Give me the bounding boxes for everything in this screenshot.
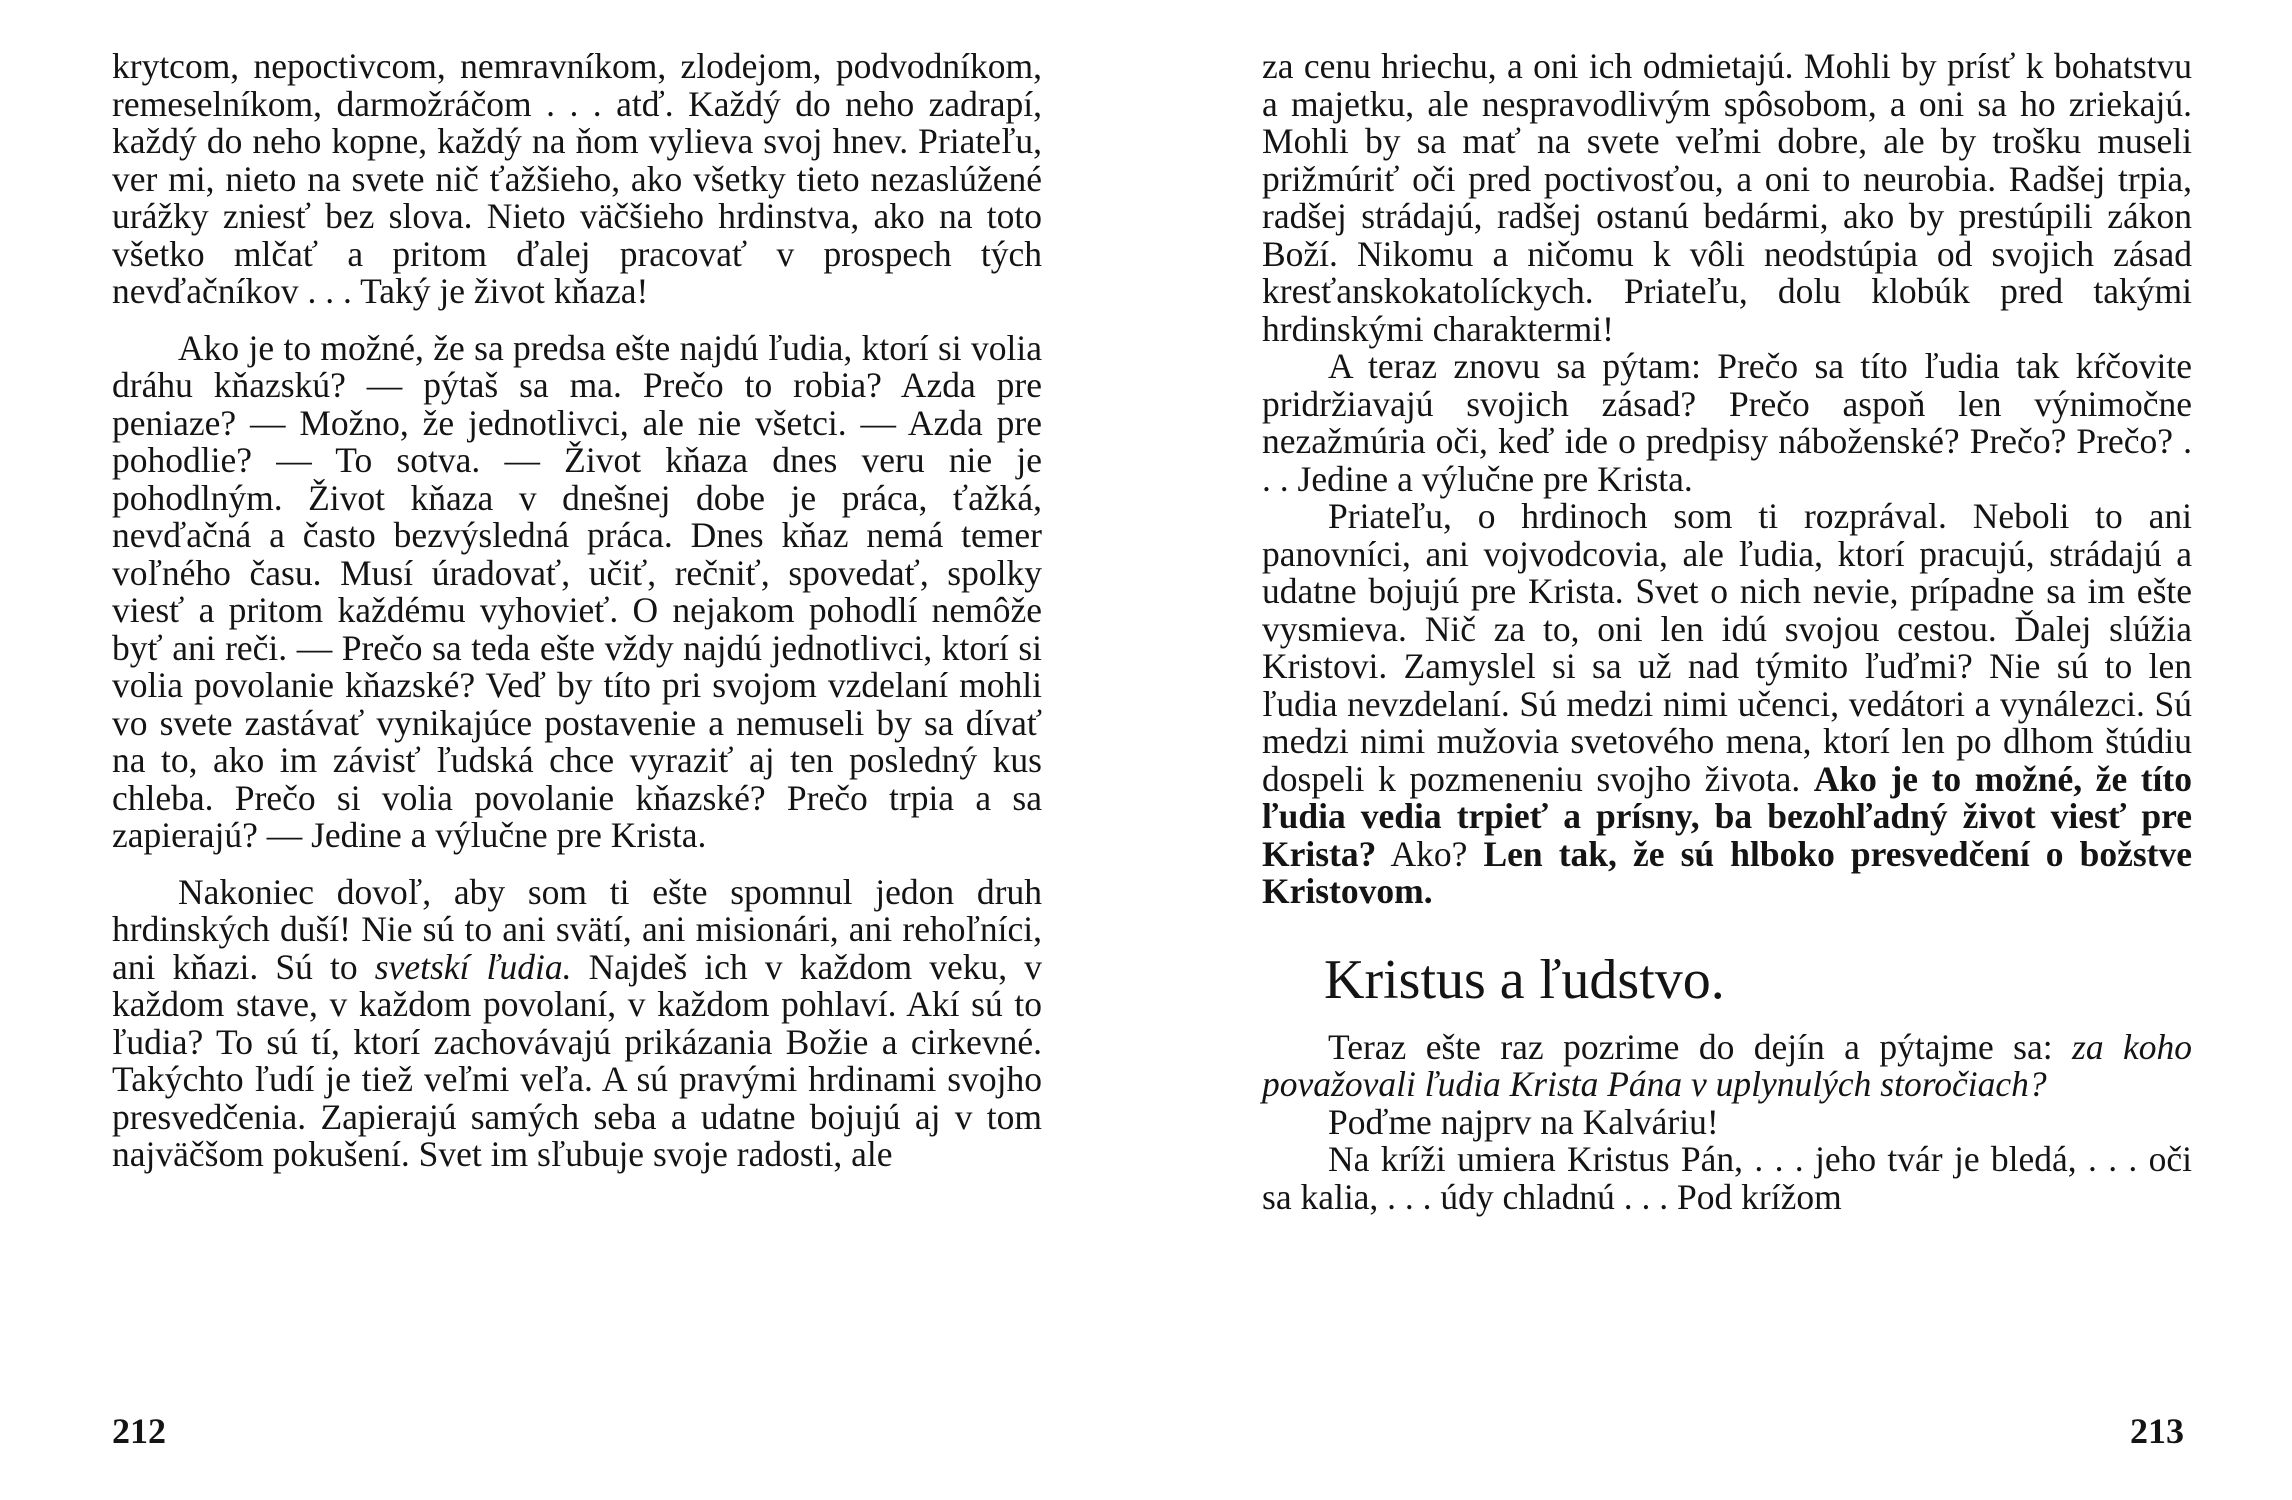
italic-phrase: svetskí ľudia. [374,946,572,987]
right-page [1262,48,2192,1216]
left-paragraph-3: Nakoniec dovoľ, aby som ti ešte spomnul jedon druh hrdinských duší! Nie sú to ani svätí, ani misionári, ani rehoľníci, ani kňazi. Sú to svetskí ľudia. Najdeš ich v každom veku, v každom stave, v každom povolaní, v každom pohlaví. Akí sú to ľudia? To sú tí, ktorí zachovávajú prikázania Božie a cirkevné. Takýchto ľudí je tiež veľmi veľa. A sú pravými hrdinami svojho presvedčenia. Zapierajú samých seba a udatne bojujú aj v tom najväčšom pokušení. Svet im sľubuje svoje radosti, ale [112,871,1042,1174]
bold-phrase: Len tak, že sú hlboko presvedčení o božstve Kristovom. [1262,833,2192,911]
right-paragraph-6: Na kríži umiera Kristus Pán, . . . jeho tvár je bledá, . . . oči sa kalia, . . . údy chladnú . . . Pod krížom [1262,1139,2192,1217]
right-paragraph-3: Priateľu, o hrdinoch som ti rozprával. Neboli to ani panovníci, ani vojvodcovia, ale ľudia, ktorí pracujú, strádajú a udatne bojujú pre Krista. Svet o nich nevie, prípadne sa im ešte vysmieva. Nič za to, oni len idú svojou cestou. Ďalej slúžia Kristovi. Zamyslel si sa už nad týmito ľuďmi? Nie sú to len ľudia nevzdelaní. Sú medzi nimi učenci, vedátori a vynálezci. Sú medzi nimi mužovia svetového mena, ktorí len po dlhom štúdiu dospeli k pozmeneniu svojho života. Ako je to možné, že títo ľudia vedia trpieť a prísny, ba bezohľadný život viesť pre Krista? Ako? Len tak, že sú hlboko presvedčení o božstve Kristovom. [1262,496,2192,911]
right-paragraph-4: Teraz ešte raz pozrime do dejín a pýtajme sa: za koho považovali ľudia Krista Pána v uplynulých storočiach? [1262,1026,2192,1104]
left-page [112,48,1042,1174]
left-paragraph-1: krytcom, nepoctivcom, nemravníkom, zlodejom, podvodníkom, remeselníkom, darmožráčom . . . atď. Každý do neho zadrapí, každý do neho kopne, každý na ňom vylieva svoj hnev. Priateľu, ver mi, nieto na svete nič ťažšieho, ako všetky tieto nezaslúžené urážky zniesť bez slova. Nieto väčšieho hrdinstva, ako na toto všetko mlčať a pritom ďalej pracovať v prospech tých nevďačníkov . . . Taký je život kňaza! [112,46,1042,311]
right-paragraph-1: za cenu hriechu, a oni ich odmietajú. Mohli by prísť k bohatstvu a majetku, ale nespravodlivým spôsobom, a oni sa ho zriekajú. Mohli by sa mať na svete veľmi dobre, ale by trošku museli prižmúriť oči pred poctivosťou, a oni to neurobia. Radšej trpia, radšej strádajú, radšej ostanú bedármi, ako by prestúpili zákon Boží. Nikomu a ničomu k vôli neodstúpia od svojich zásad kresťanskokatolíckych. Priateľu, dolu klobúk pred takými hrdinskými charaktermi! [1262,46,2192,349]
page-number-right: 213 [2130,1411,2184,1451]
bold-phrase: Ako je to možné, že títo ľudia vedia trpieť a prísny, ba bezohľadný život viesť pre Krista? [1262,758,2192,874]
page-number-left: 212 [112,1411,166,1451]
left-paragraph-2: Ako je to možné, že sa predsa ešte najdú ľudia, ktorí si volia dráhu kňazskú? — pýtaš sa ma. Prečo to robia? Azda pre peniaze? — Možno, že jednotlivci, ale nie všetci. — Azda pre pohodlie? — To sotva. — Život kňaza dnes veru nie je pohodlným. Život kňaza v dnešnej dobe je práca, ťažká, nevďačná a často bezvýsledná práca. Dnes kňaz nemá temer voľného času. Musí úradovať, učiť, rečniť, spovedať, spolky viesť a pritom každému vyhovieť. O nejakom pohodlí nemôže byť ani reči. — Prečo sa teda ešte vždy najdú jednotlivci, ktorí si volia povolanie kňazské? Veď by títo pri svojom vzdelaní mohli vo svete zastávať vynikajúce postavenie a nemuseli by sa dívať na to, ako im závisť ľudská chce vyraziť aj ten posledný kus chleba. Prečo si volia povolanie kňazské? Prečo trpia a sa zapierajú? — Jedine a výlučne pre Krista. [112,327,1042,855]
right-paragraph-2: A teraz znovu sa pýtam: Prečo sa títo ľudia tak kŕčovite pridržiavajú svojich zásad? Prečo aspoň len výnimočne nezažmúria oči, keď ide o predpisy náboženské? Prečo? Prečo? . . . Jedine a výlučne pre Krista. [1262,346,2192,499]
section-heading: Kristus a ľudstvo. [1324,948,1725,1011]
right-paragraph-5: Poďme najprv na Kalváriu! [1328,1101,1719,1142]
italic-phrase: za koho považovali ľudia Krista Pána v uplynulých storočiach? [1262,1026,2192,1104]
